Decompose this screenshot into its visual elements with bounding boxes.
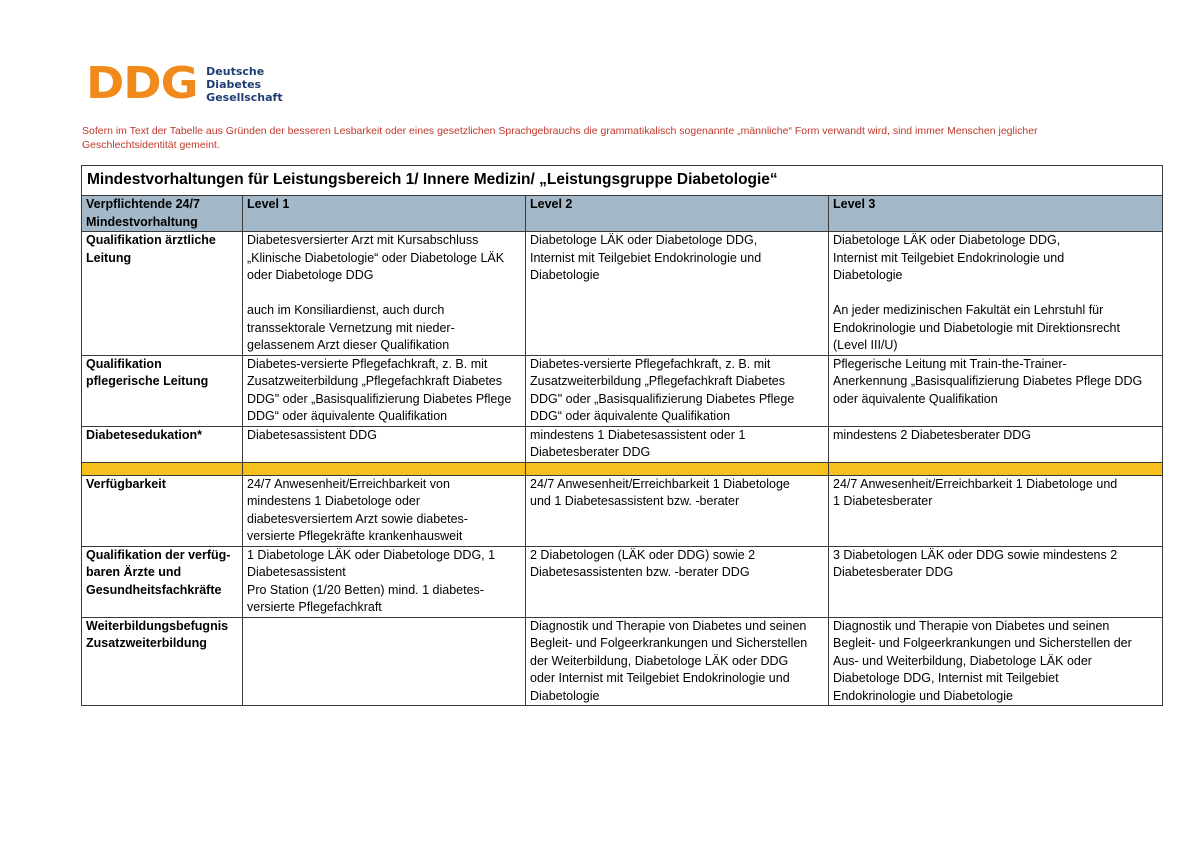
table-header-row [82,196,1163,232]
header-level-1: Level 1 [243,196,526,232]
cell-level-1: Diabetesversierter Arzt mit Kursabschluss „Klinische Diabetologie“ oder Diabetologe LÄK oder Diabetologe DDG auch im Konsiliardienst, auch durch transsektorale Vernetzung mit nieder- gelassenem Arzt dieser Qualifikation [243,232,526,356]
gender-disclaimer: Sofern im Text der Tabelle aus Gründen der besseren Lesbarkeit oder eines gesetzlichen Sprachgebrauchs die grammatikalisch sogenannte „männliche“ Form verwandt wird, sind immer Menschen jeglicher Geschlechtsidentität gemeint. [82,125,1038,151]
table-title-row [82,166,1163,196]
cell-level-3: mindestens 2 Diabetesberater DDG [829,426,1163,462]
requirements-table [81,165,1163,706]
cell-level-2: Diabetes-versierte Pflegefachkraft, z. B. mit Zusatzweiterbildung „Pflegefachkraft Diabetes DDG" oder „Basisqualifizierung Diabetes Pflege DDG“ oder äquivalente Qualifikation [526,355,829,426]
cell-level-3: 24/7 Anwesenheit/Erreichbarkeit 1 Diabetologe und 1 Diabetesberater [829,475,1163,546]
row-label: Diabetesedukation* [82,426,243,462]
logo-line-3: Gesellschaft [206,90,283,104]
separator-cell [82,462,243,475]
cell-level-3: 3 Diabetologen LÄK oder DDG sowie mindestens 2 Diabetesberater DDG [829,546,1163,617]
header-mindestvorhaltung: Verpflichtende 24/7 Mindestvorhaltung [82,196,243,232]
cell-level-3: Pflegerische Leitung mit Train-the-Trainer- Anerkennung „Basisqualifizierung Diabetes Pflege DDG oder äquivalente Qualifikation [829,355,1163,426]
separator-row [82,462,1163,475]
table-row [82,546,1163,617]
logo-line-2: Diabetes [206,77,262,91]
cell-level-1: 24/7 Anwesenheit/Erreichbarkeit von mindestens 1 Diabetologe oder diabetesversiertem Arzt sowie diabetes- versierte Pflegekräfte krankenhausweit [243,475,526,546]
cell-level-1: Diabetes-versierte Pflegefachkraft, z. B. mit Zusatzweiterbildung „Pflegefachkraft Diabetes DDG" oder „Basisqualifizierung Diabetes Pflege DDG“ oder äquivalente Qualifikation [243,355,526,426]
cell-level-2: mindestens 1 Diabetesassistent oder 1 Diabetesberater DDG [526,426,829,462]
logo-mark: DDG [86,58,198,109]
cell-level-3: Diagnostik und Therapie von Diabetes und seinen Begleit- und Folgeerkrankungen und Sicherstellen der Aus- und Weiterbildung, Diabetologe LÄK oder Diabetologe DDG, Internist mit Teilgebiet Endokrinologie und Diabetologie [829,617,1163,706]
table-title: Mindestvorhaltungen für Leistungsbereich 1/ Innere Medizin/ „Leistungsgruppe Diabetologie“ [82,166,1163,196]
table-row [82,617,1163,706]
table-row [82,475,1163,546]
cell-level-1: Diabetesassistent DDG [243,426,526,462]
cell-level-1 [243,617,526,706]
logo-wordmark [206,65,282,104]
cell-level-2: Diagnostik und Therapie von Diabetes und seinen Begleit- und Folgeerkrankungen und Sicherstellen der Weiterbildung, Diabetologe LÄK oder DDG oder Internist mit Teilgebiet Endokrinologie und Diabetologie [526,617,829,706]
header-level-3: Level 3 [829,196,1163,232]
cell-level-2: 2 Diabetologen (LÄK oder DDG) sowie 2 Diabetesassistenten bzw. -berater DDG [526,546,829,617]
cell-level-1: 1 Diabetologe LÄK oder Diabetologe DDG, 1 Diabetesassistent Pro Station (1/20 Betten) mind. 1 diabetes- versierte Pflegefachkraft [243,546,526,617]
ddg-logo [86,58,283,109]
cell-level-3: Diabetologe LÄK oder Diabetologe DDG, Internist mit Teilgebiet Endokrinologie und Diabetologie An jeder medizinischen Fakultät ein Lehrstuhl für Endokrinologie und Diabetologie mit Direktionsrecht (Level III/U) [829,232,1163,356]
row-label: Weiterbildungsbefugnis Zusatzweiterbildung [82,617,243,706]
cell-level-2: Diabetologe LÄK oder Diabetologe DDG, Internist mit Teilgebiet Endokrinologie und Diabetologie [526,232,829,356]
logo-line-1: Deutsche [206,64,265,78]
row-label: Qualifikation ärztliche Leitung [82,232,243,356]
row-label: Qualifikation der verfüg- baren Ärzte und Gesundheitsfachkräfte [82,546,243,617]
cell-level-2: 24/7 Anwesenheit/Erreichbarkeit 1 Diabetologe und 1 Diabetesassistent bzw. -berater [526,475,829,546]
table-row [82,426,1163,462]
table-row [82,232,1163,356]
separator-cell [829,462,1163,475]
row-label: Verfügbarkeit [82,475,243,546]
separator-cell [243,462,526,475]
header-level-2: Level 2 [526,196,829,232]
row-label: Qualifikation pflegerische Leitung [82,355,243,426]
table-row [82,355,1163,426]
separator-cell [526,462,829,475]
